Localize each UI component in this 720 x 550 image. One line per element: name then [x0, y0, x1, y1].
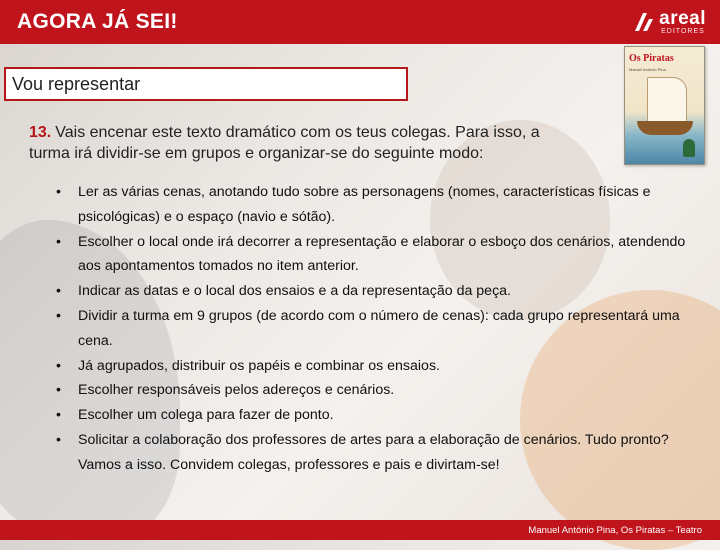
bullet-icon: • — [56, 357, 61, 374]
list-item-text: Escolher um colega para fazer de ponto. — [78, 407, 334, 424]
bullet-icon: • — [56, 407, 61, 424]
question-number: 13. — [29, 124, 52, 141]
bullet-icon: • — [56, 184, 61, 200]
logo-subtitle: EDITORES — [661, 28, 705, 35]
list-item-text: Dividir a turma em 9 grupos (de acordo com o número de cenas): cada grupo representará uma cena. — [78, 307, 680, 349]
book-cover-author: Manuel António Pina — [629, 67, 666, 72]
logo-name: areal — [659, 8, 706, 29]
bullet-icon: • — [56, 382, 61, 399]
section-title: Vou representar — [12, 73, 141, 94]
list-item-text: Escolher o local onde irá decorrer a representação e elaborar o esboço dos cenários, atendendo aos apontamentos tomados no item anterior. — [78, 233, 686, 275]
book-cover-title: Os Piratas — [629, 53, 674, 64]
list-item-text: Indicar as datas e o local dos ensaios e a da representação da peça. — [78, 283, 512, 300]
question-body: Vais encenar este texto dramático com os teus colegas. Para isso, a turma irá dividir-se em grupos e organizar-se do seguinte modo: — [29, 124, 540, 162]
ship-sail-illustration — [647, 77, 687, 125]
ship-hull-illustration — [637, 121, 693, 135]
list-item — [56, 230, 706, 280]
instruction-list — [56, 180, 706, 478]
section-heading-box — [4, 67, 408, 101]
question-text — [29, 122, 569, 164]
logo-mark-icon — [633, 11, 655, 33]
list-item — [56, 428, 706, 478]
bullet-icon: • — [56, 283, 61, 300]
list-item — [56, 279, 706, 304]
header-bar — [0, 0, 720, 44]
publisher-logo — [633, 9, 706, 35]
pirate-figure-illustration — [683, 139, 695, 157]
page-title: AGORA JÁ SEI! — [17, 10, 178, 33]
list-item — [56, 304, 706, 354]
list-item — [56, 354, 706, 379]
bullet-icon: • — [56, 233, 61, 250]
list-item — [56, 180, 706, 230]
footer-bar — [0, 520, 720, 540]
list-item-text: Solicitar a colaboração dos professores de artes para a elaboração de cenários. Tudo pronto? Vamos a isso. Convidem colegas, professores e pais e divirtam-se! — [78, 431, 669, 473]
list-item-text: Já agrupados, distribuir os papéis e combinar os ensaios. — [78, 357, 440, 374]
list-item — [56, 403, 706, 428]
bullet-icon: • — [56, 307, 61, 324]
book-cover-image — [624, 46, 705, 165]
list-item-text: Escolher responsáveis pelos adereços e cenários. — [78, 382, 395, 399]
bullet-icon: • — [56, 431, 61, 448]
footer-credit: Manuel António Pina, Os Piratas – Teatro — [528, 524, 702, 536]
list-item — [56, 378, 706, 403]
list-item-text: Ler as várias cenas, anotando tudo sobre as personagens (nomes, características físicas e psicológicas) e o espaço (navio e sótão). — [78, 184, 651, 225]
